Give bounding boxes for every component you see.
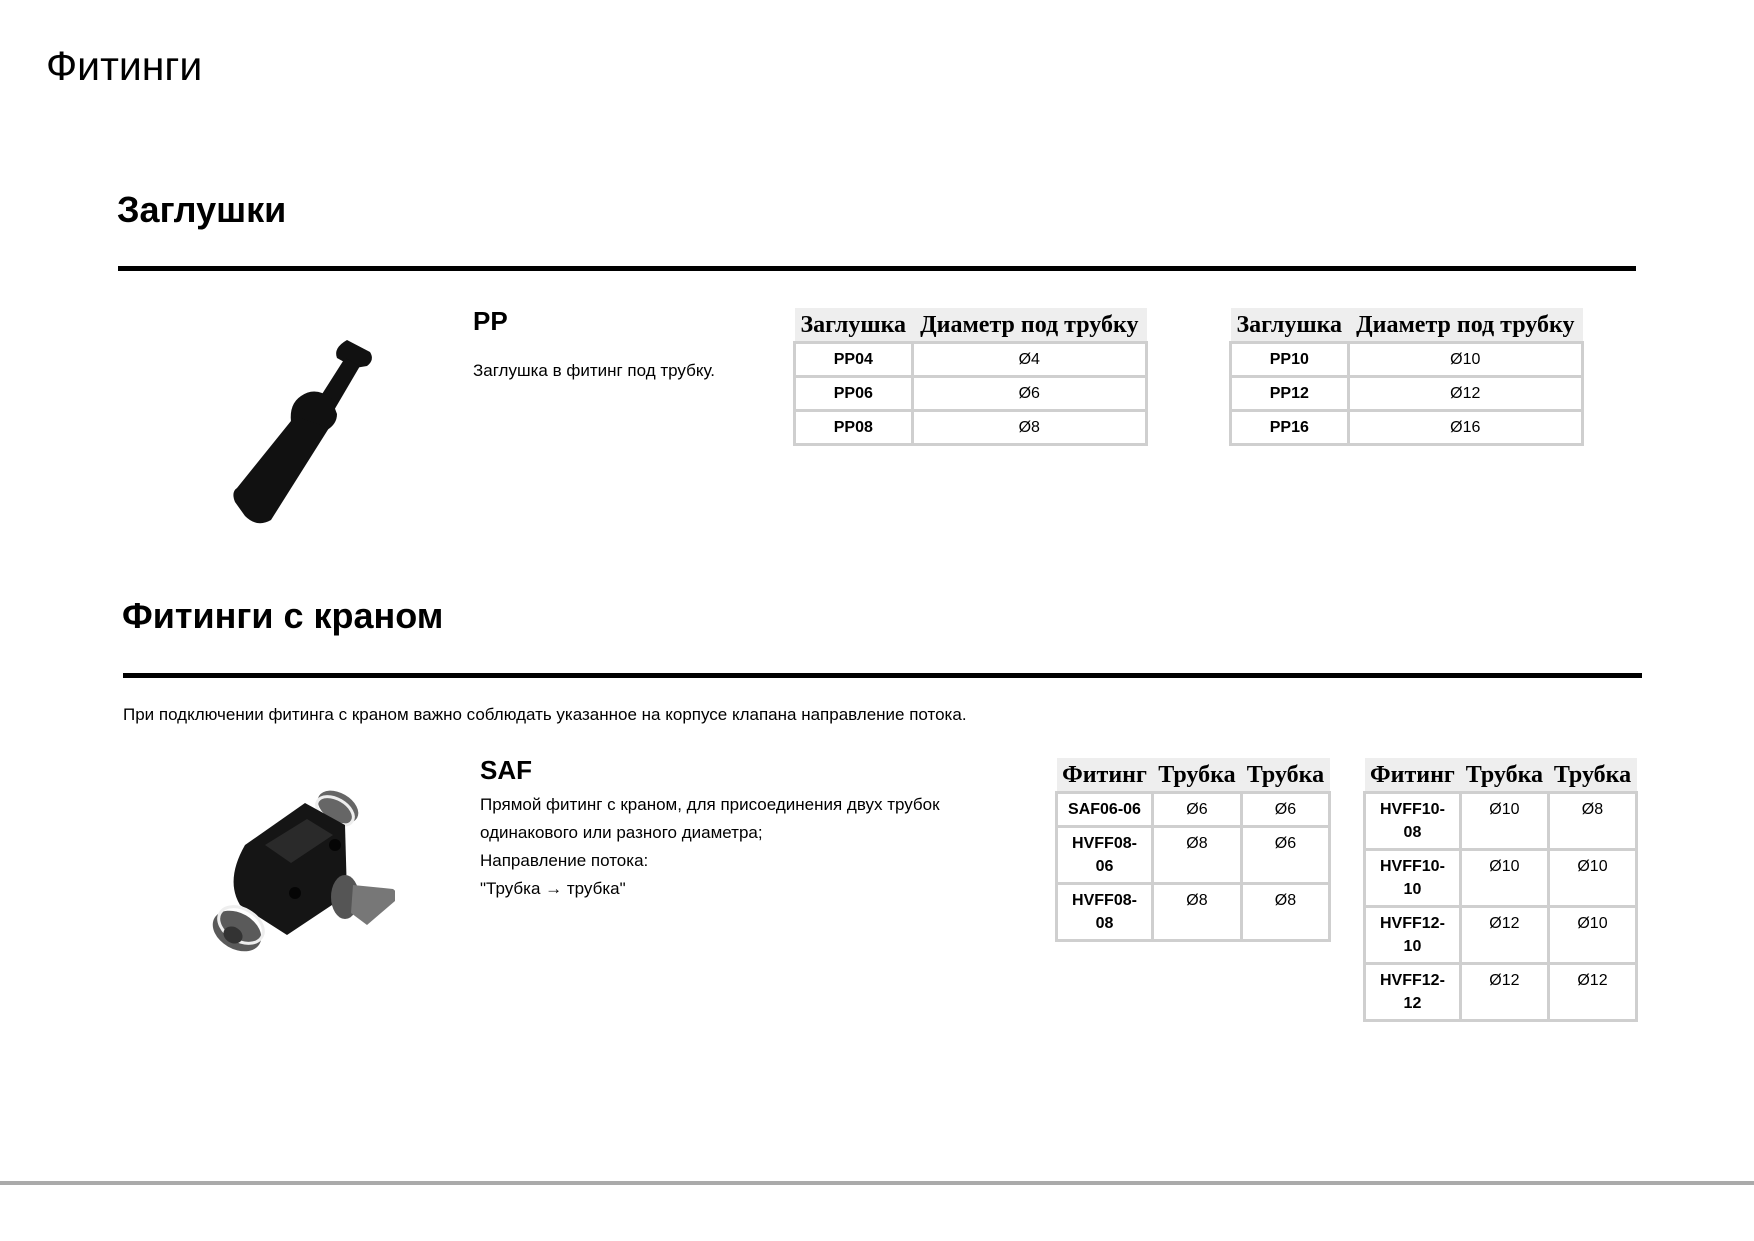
table-cell-tube: Ø12 (1460, 964, 1548, 1021)
description-line: одинакового или разного диаметра; (480, 823, 763, 842)
table-row (1365, 964, 1637, 1021)
table-cell-code: HVFF12-10 (1365, 907, 1461, 964)
description-line: Направление потока: (480, 851, 649, 870)
saf-spec-table-2 (1363, 758, 1638, 1022)
description-line: "Трубка → трубка" (480, 879, 626, 898)
table-cell-tube: Ø8 (1153, 884, 1242, 941)
table-row (795, 411, 1147, 445)
table-row (1365, 793, 1637, 850)
table-header: Диаметр под трубку (1348, 308, 1582, 343)
table-row (1365, 850, 1637, 907)
table-header: Трубка (1460, 758, 1548, 793)
table-header: Фитинг (1365, 758, 1461, 793)
table-cell-code: HVFF10-10 (1365, 850, 1461, 907)
plug-fitting-icon (205, 330, 385, 530)
table-cell-tube: Ø10 (1548, 850, 1636, 907)
table-cell-code: PP06 (795, 377, 913, 411)
table-cell-tube: Ø10 (1548, 907, 1636, 964)
saf-spec-table-1 (1055, 758, 1331, 942)
page-title: Фитинги (46, 43, 203, 89)
table-row (1231, 377, 1583, 411)
table-row (1057, 793, 1330, 827)
table-cell-diameter: Ø16 (1348, 411, 1582, 445)
table-cell-code: HVFF08-06 (1057, 827, 1153, 884)
table-cell-code: PP10 (1231, 343, 1349, 377)
table-row (1231, 343, 1583, 377)
product-description-pp: Заглушка в фитинг под трубку. (473, 361, 715, 380)
table-row (1057, 884, 1330, 941)
table-cell-tube: Ø6 (1241, 793, 1329, 827)
table-cell-diameter: Ø8 (912, 411, 1146, 445)
valve-fitting-icon (195, 785, 395, 960)
table-row (795, 377, 1147, 411)
table-cell-tube: Ø12 (1460, 907, 1548, 964)
table-header: Заглушка (1231, 308, 1349, 343)
section-divider-plugs (118, 266, 1636, 271)
description-line: Прямой фитинг с краном, для присоединения двух трубок (480, 795, 940, 814)
table-row (1365, 907, 1637, 964)
table-cell-diameter: Ø6 (912, 377, 1146, 411)
table-cell-code: PP08 (795, 411, 913, 445)
section-divider-valve-fittings (123, 673, 1642, 678)
table-header: Трубка (1548, 758, 1636, 793)
table-cell-code: SAF06-06 (1057, 793, 1153, 827)
section-title-plugs: Заглушки (117, 189, 287, 230)
table-row (1231, 411, 1583, 445)
table-cell-tube: Ø6 (1153, 793, 1242, 827)
table-header: Трубка (1153, 758, 1242, 793)
table-header: Трубка (1241, 758, 1329, 793)
section-note: При подключении фитинга с краном важно соблюдать указанное на корпусе клапана направление потока. (123, 705, 967, 724)
product-description-saf (480, 791, 940, 903)
table-cell-diameter: Ø10 (1348, 343, 1582, 377)
table-row (795, 343, 1147, 377)
table-cell-code: HVFF12-12 (1365, 964, 1461, 1021)
table-cell-tube: Ø8 (1153, 827, 1242, 884)
table-cell-code: PP16 (1231, 411, 1349, 445)
table-cell-tube: Ø8 (1241, 884, 1329, 941)
table-header: Диаметр под трубку (912, 308, 1146, 343)
table-cell-diameter: Ø12 (1348, 377, 1582, 411)
section-title-valve-fittings: Фитинги с краном (122, 595, 444, 636)
table-cell-tube: Ø8 (1548, 793, 1636, 850)
table-header: Фитинг (1057, 758, 1153, 793)
product-code-pp: PP (473, 306, 508, 336)
pp-spec-table-1 (793, 308, 1148, 446)
table-cell-code: HVFF08-08 (1057, 884, 1153, 941)
table-cell-tube: Ø6 (1241, 827, 1329, 884)
valve-fitting-image (195, 785, 395, 960)
table-cell-tube: Ø10 (1460, 850, 1548, 907)
table-cell-code: HVFF10-08 (1365, 793, 1461, 850)
table-row (1057, 827, 1330, 884)
table-cell-tube: Ø12 (1548, 964, 1636, 1021)
table-header: Заглушка (795, 308, 913, 343)
plug-fitting-image (205, 330, 385, 530)
pp-spec-table-2 (1229, 308, 1584, 446)
product-code-saf: SAF (480, 755, 532, 785)
table-cell-code: PP04 (795, 343, 913, 377)
table-cell-code: PP12 (1231, 377, 1349, 411)
table-cell-tube: Ø10 (1460, 793, 1548, 850)
table-cell-diameter: Ø4 (912, 343, 1146, 377)
footer-divider (0, 1181, 1754, 1185)
